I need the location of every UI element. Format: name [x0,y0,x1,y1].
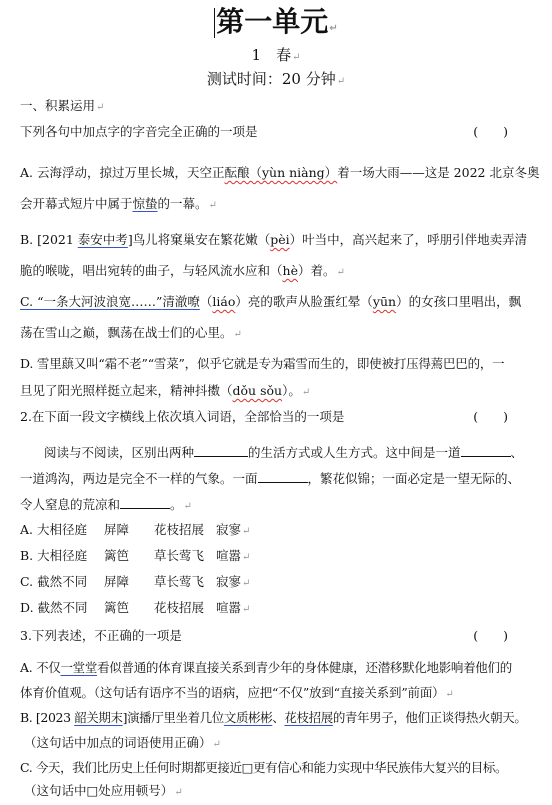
answer-paren: ( ) [473,628,508,643]
lesson-title: 1 春↵ [251,46,301,64]
grammar-word: 惊蛰 [132,196,158,211]
question-1-stem: 下列各句中加点字的字音完全正确的一项是 ( ) [20,124,508,139]
source-tag: 泰安中考 [77,232,128,247]
paragraph-mark-icon: ↵ [242,552,251,563]
paragraph-mark-icon: ↵ [242,526,251,537]
q3-option-a-line2: 体育价值观。（这句话有语序不当的语病，应把“不仅”放到“直接关系到”前面）↵ [20,685,454,700]
spellcheck-word: yūn [372,294,397,309]
q3-option-b-line1: B. [2023 韶关期末]演播厅里坐着几位文质彬彬、花枝招展的青年男子，他们正谈得热火朝天。 [20,710,527,725]
q2-passage-line3: 令人窒息的荒凉和 。↵ [20,497,192,512]
fill-blank-2 [461,444,511,457]
paragraph-mark-icon: ↵ [445,689,454,700]
q2-passage-line2: 一道鸿沟，两边是完全不一样的气象。一面 ，繁花似锦；一面必定是一望无际的、 [20,471,521,486]
answer-paren: ( ) [473,124,508,139]
q2-option-d: D. 截然不同 篱笆 花枝招展 喧嚣↵ [20,600,251,615]
grammar-word: 花枝招展 [284,710,333,725]
grammar-word: C. “一条大河波浪宽……” [20,294,163,309]
q2-option-a: A. 大相径庭 屏障 花枝招展 寂寥↵ [20,522,251,537]
spellcheck-word: liáo [212,294,236,309]
q3-option-b-line2: （这句话中加点的词语使用正确）↵ [24,735,221,750]
paragraph-mark-icon: ↵ [96,102,105,113]
q3-option-c-line2: （这句话中□处应用顿号）↵ [24,783,183,798]
test-time: 测试时间：20 分钟↵ [206,70,346,88]
paragraph-mark-icon: ↵ [336,267,345,278]
q1-option-a-line2: 会开幕式短片中属于惊蛰的一幕。↵ [20,196,217,211]
q1-option-d-line1: D. 雪里蕻又叫“霜不老”“雪菜”，似乎它就是专为霜雪而生的，即使被打压得蔫巴巴的，一 [20,356,505,371]
fill-blank-1 [194,444,248,457]
q1-option-c-line2: 荡在雪山之巅，飘荡在战士们的心里。↵ [20,325,242,340]
question-3-stem: 3.下列表述，不正确的一项是 ( ) [20,628,508,643]
paragraph-mark-icon: ↵ [208,200,217,211]
question-2-stem: 2.在下面一段文字横线上依次填入词语，全部恰当的一项是 ( ) [20,409,508,424]
q1-option-b-line1: B. [2021 泰安中考]鸟儿将窠巢安在繁花嫩（pèi）叶当中，高兴起来了，呼朋引伴地卖弄清 [20,232,528,247]
q1-option-a-line1: A. 云海浮动，掠过万里长城，天空正酝酿（yùn niàng）着一场大雨——这是 2022 北京冬奥 [20,165,540,180]
grammar-word: 清澈嘹 [162,294,200,309]
spellcheck-word: pèi [270,232,290,247]
paragraph-mark-icon: ↵ [242,578,251,589]
grammar-word: 一堂堂 [60,660,98,675]
paragraph-mark-icon: ↵ [336,76,346,87]
fill-blank-3 [258,470,308,483]
answer-paren: ( ) [473,409,508,424]
q1-option-c-line1: C. “一条大河波浪宽……”清澈嘹（liáo）亮的歌声从脸蛋红晕（yūn）的女孩口里唱出，飘 [20,294,522,309]
section-heading: 一、积累运用↵ [20,98,105,113]
q3-option-c-line1: C. 今天，我们比历史上任何时期都更接近□更有信心和能力实现中华民族伟大复兴的目标。 [20,760,508,775]
paragraph-mark-icon: ↵ [242,604,251,615]
unit-title: 第一单元↵ [216,5,338,38]
q2-passage-line1: 阅读与不阅读，区别出两种 的生活方式或人生方式。这中间是一道 、 [44,445,524,460]
paragraph-mark-icon: ↵ [212,739,221,750]
paragraph-mark-icon: ↵ [329,23,338,34]
paragraph-mark-icon: ↵ [174,787,183,798]
q2-option-c: C. 截然不同 屏障 草长莺飞 寂寥↵ [20,574,251,589]
paragraph-mark-icon: ↵ [292,52,301,63]
spellcheck-word: hè [282,263,298,278]
spellcheck-word: dǒu sǒu [232,383,283,398]
paragraph-mark-icon: ↵ [183,501,192,512]
grammar-word: 文质彬彬 [223,710,273,725]
spellcheck-word: 酝酿（yùn niàng） [224,165,338,180]
q3-option-a-line1: A. 不仅一堂堂看似普通的体育课直接关系到青少年的身体健康，还潜移默化地影响着他们的 [20,660,512,675]
q1-option-b-line2: 脆的喉咙，唱出宛转的曲子，与轻风流水应和（hè）着。↵ [20,263,345,278]
paragraph-mark-icon: ↵ [233,329,242,340]
fill-blank-4 [120,496,170,509]
source-tag: 韶关期末 [74,710,123,725]
q1-option-d-line2: 旦见了阳光照样挺立起来，精神抖擞（dǒu sǒu）。↵ [20,383,311,398]
paragraph-mark-icon: ↵ [301,387,311,398]
q2-option-b: B. 大相径庭 篱笆 草长莺飞 喧嚣↵ [20,548,251,563]
